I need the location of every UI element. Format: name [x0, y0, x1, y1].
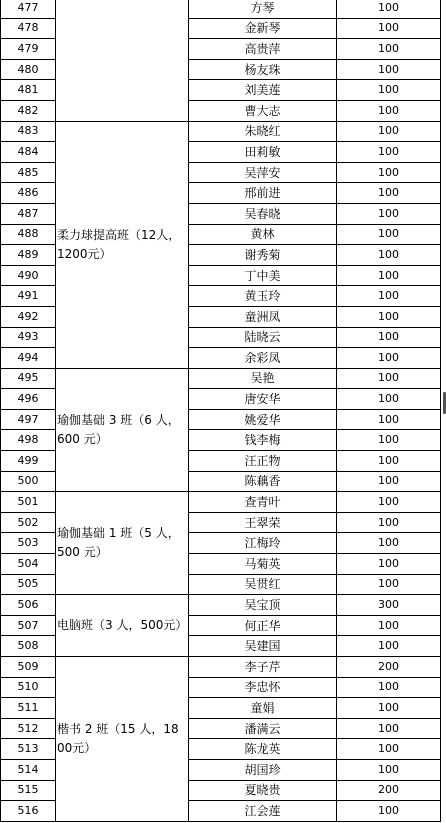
person-name[interactable]: 李忠怀 — [189, 677, 337, 698]
person-name[interactable]: 黄林 — [189, 224, 337, 245]
table-row — [1, 492, 441, 513]
person-name[interactable]: 陈龙英 — [189, 739, 337, 760]
row-number[interactable]: 491 — [1, 286, 56, 307]
row-number[interactable]: 477 — [1, 0, 56, 18]
row-number[interactable]: 501 — [1, 492, 56, 513]
amount[interactable]: 100 — [337, 430, 441, 451]
row-number[interactable]: 481 — [1, 80, 56, 101]
amount[interactable]: 100 — [337, 698, 441, 719]
person-name[interactable]: 童娟 — [189, 698, 337, 719]
row-number[interactable]: 486 — [1, 183, 56, 204]
amount[interactable]: 200 — [337, 657, 441, 678]
row-number[interactable]: 493 — [1, 327, 56, 348]
amount[interactable]: 100 — [337, 739, 441, 760]
row-number[interactable]: 505 — [1, 574, 56, 595]
amount[interactable]: 100 — [337, 327, 441, 348]
amount[interactable]: 100 — [337, 677, 441, 698]
person-name[interactable]: 潘满云 — [189, 718, 337, 739]
row-number[interactable]: 504 — [1, 554, 56, 575]
row-number[interactable]: 482 — [1, 100, 56, 121]
amount[interactable]: 100 — [337, 409, 441, 430]
row-number[interactable]: 506 — [1, 595, 56, 616]
table-row — [1, 0, 441, 18]
amount[interactable]: 100 — [337, 245, 441, 266]
amount[interactable]: 100 — [337, 718, 441, 739]
person-name[interactable]: 陆晓云 — [189, 327, 337, 348]
person-name[interactable]: 杨友珠 — [189, 59, 337, 80]
row-number[interactable]: 500 — [1, 471, 56, 492]
amount[interactable]: 100 — [337, 142, 441, 163]
person-name[interactable]: 方琴 — [189, 0, 337, 18]
amount[interactable]: 100 — [337, 451, 441, 472]
amount[interactable]: 100 — [337, 183, 441, 204]
person-name[interactable]: 丁中美 — [189, 265, 337, 286]
row-number[interactable]: 512 — [1, 718, 56, 739]
row-number[interactable]: 487 — [1, 203, 56, 224]
class-group-label[interactable]: 瑜伽基础 3 班（6 人，600 元） — [56, 368, 189, 492]
amount[interactable]: 100 — [337, 471, 441, 492]
row-number[interactable]: 480 — [1, 59, 56, 80]
table-row — [1, 657, 441, 678]
person-name[interactable]: 夏晓贵 — [189, 780, 337, 801]
amount[interactable]: 100 — [337, 121, 441, 142]
row-number[interactable]: 484 — [1, 142, 56, 163]
person-name[interactable]: 邢前进 — [189, 183, 337, 204]
amount[interactable]: 100 — [337, 39, 441, 60]
amount[interactable]: 100 — [337, 203, 441, 224]
amount[interactable]: 100 — [337, 306, 441, 327]
row-number[interactable]: 509 — [1, 657, 56, 678]
person-name[interactable]: 吴建国 — [189, 636, 337, 657]
row-number[interactable]: 514 — [1, 759, 56, 780]
amount[interactable]: 100 — [337, 80, 441, 101]
row-number[interactable]: 502 — [1, 512, 56, 533]
row-number[interactable]: 499 — [1, 451, 56, 472]
amount[interactable]: 300 — [337, 595, 441, 616]
amount[interactable]: 100 — [337, 389, 441, 410]
person-name[interactable]: 江梅玲 — [189, 533, 337, 554]
class-group-label[interactable]: 楷书 2 班（15 人，1800元） — [56, 657, 189, 822]
person-name[interactable]: 吴宝顶 — [189, 595, 337, 616]
person-name[interactable]: 吴春晓 — [189, 203, 337, 224]
row-number[interactable]: 495 — [1, 368, 56, 389]
amount[interactable]: 100 — [337, 615, 441, 636]
row-number[interactable]: 510 — [1, 677, 56, 698]
amount[interactable]: 100 — [337, 533, 441, 554]
row-number[interactable]: 489 — [1, 245, 56, 266]
amount[interactable]: 200 — [337, 780, 441, 801]
row-number[interactable]: 508 — [1, 636, 56, 657]
person-name[interactable]: 黄玉玲 — [189, 286, 337, 307]
row-number[interactable]: 479 — [1, 39, 56, 60]
table-body — [1, 0, 441, 821]
row-number[interactable]: 490 — [1, 265, 56, 286]
table-row — [1, 121, 441, 142]
amount[interactable]: 100 — [337, 59, 441, 80]
row-number[interactable]: 511 — [1, 698, 56, 719]
row-number[interactable]: 483 — [1, 121, 56, 142]
person-name[interactable]: 高贵萍 — [189, 39, 337, 60]
person-name[interactable]: 胡国珍 — [189, 759, 337, 780]
amount[interactable]: 100 — [337, 100, 441, 121]
row-number[interactable]: 515 — [1, 780, 56, 801]
amount[interactable]: 100 — [337, 265, 441, 286]
row-number[interactable]: 494 — [1, 348, 56, 369]
row-number[interactable]: 497 — [1, 409, 56, 430]
amount[interactable]: 100 — [337, 286, 441, 307]
person-name[interactable]: 陈藕香 — [189, 471, 337, 492]
person-name[interactable]: 刘美莲 — [189, 80, 337, 101]
person-name[interactable]: 田莉敏 — [189, 142, 337, 163]
row-number[interactable]: 507 — [1, 615, 56, 636]
person-name[interactable]: 查青叶 — [189, 492, 337, 513]
amount[interactable]: 100 — [337, 162, 441, 183]
amount[interactable]: 100 — [337, 801, 441, 822]
person-name[interactable]: 王翠荣 — [189, 512, 337, 533]
row-number[interactable]: 485 — [1, 162, 56, 183]
row-number[interactable]: 488 — [1, 224, 56, 245]
person-name[interactable]: 吴萍安 — [189, 162, 337, 183]
amount[interactable]: 100 — [337, 574, 441, 595]
row-number[interactable]: 516 — [1, 801, 56, 822]
table-row — [1, 595, 441, 616]
class-group-label[interactable]: 柔力球提高班（12人，1200元） — [56, 121, 189, 368]
row-number[interactable]: 498 — [1, 430, 56, 451]
table-row — [1, 368, 441, 389]
row-number[interactable]: 496 — [1, 389, 56, 410]
amount[interactable]: 100 — [337, 512, 441, 533]
person-name[interactable]: 姚爱华 — [189, 409, 337, 430]
amount[interactable]: 100 — [337, 636, 441, 657]
amount[interactable]: 100 — [337, 18, 441, 39]
person-name[interactable]: 钱李梅 — [189, 430, 337, 451]
amount[interactable]: 100 — [337, 224, 441, 245]
row-number[interactable]: 492 — [1, 306, 56, 327]
row-number[interactable]: 478 — [1, 18, 56, 39]
person-name[interactable]: 汪正物 — [189, 451, 337, 472]
person-name[interactable]: 童洲凤 — [189, 306, 337, 327]
row-number[interactable]: 503 — [1, 533, 56, 554]
class-group-label[interactable] — [56, 0, 189, 121]
person-name[interactable]: 朱晓红 — [189, 121, 337, 142]
row-number[interactable]: 513 — [1, 739, 56, 760]
person-name[interactable]: 吴贯红 — [189, 574, 337, 595]
person-name[interactable]: 吴艳 — [189, 368, 337, 389]
class-group-label[interactable]: 瑜伽基础 1 班（5 人，500 元） — [56, 492, 189, 595]
class-group-label[interactable]: 电脑班（3 人，500元） — [56, 595, 189, 657]
amount[interactable]: 100 — [337, 492, 441, 513]
person-name[interactable]: 何正华 — [189, 615, 337, 636]
person-name[interactable]: 曹大志 — [189, 100, 337, 121]
amount[interactable]: 100 — [337, 348, 441, 369]
amount[interactable]: 100 — [337, 554, 441, 575]
amount[interactable]: 100 — [337, 759, 441, 780]
person-name[interactable]: 余彩凤 — [189, 348, 337, 369]
person-name[interactable]: 唐安华 — [189, 389, 337, 410]
amount[interactable]: 100 — [337, 0, 441, 18]
person-name[interactable]: 马菊英 — [189, 554, 337, 575]
person-name[interactable]: 谢秀菊 — [189, 245, 337, 266]
amount[interactable]: 100 — [337, 368, 441, 389]
person-name[interactable]: 金新琴 — [189, 18, 337, 39]
person-name[interactable]: 李子芹 — [189, 657, 337, 678]
person-name[interactable]: 江会莲 — [189, 801, 337, 822]
